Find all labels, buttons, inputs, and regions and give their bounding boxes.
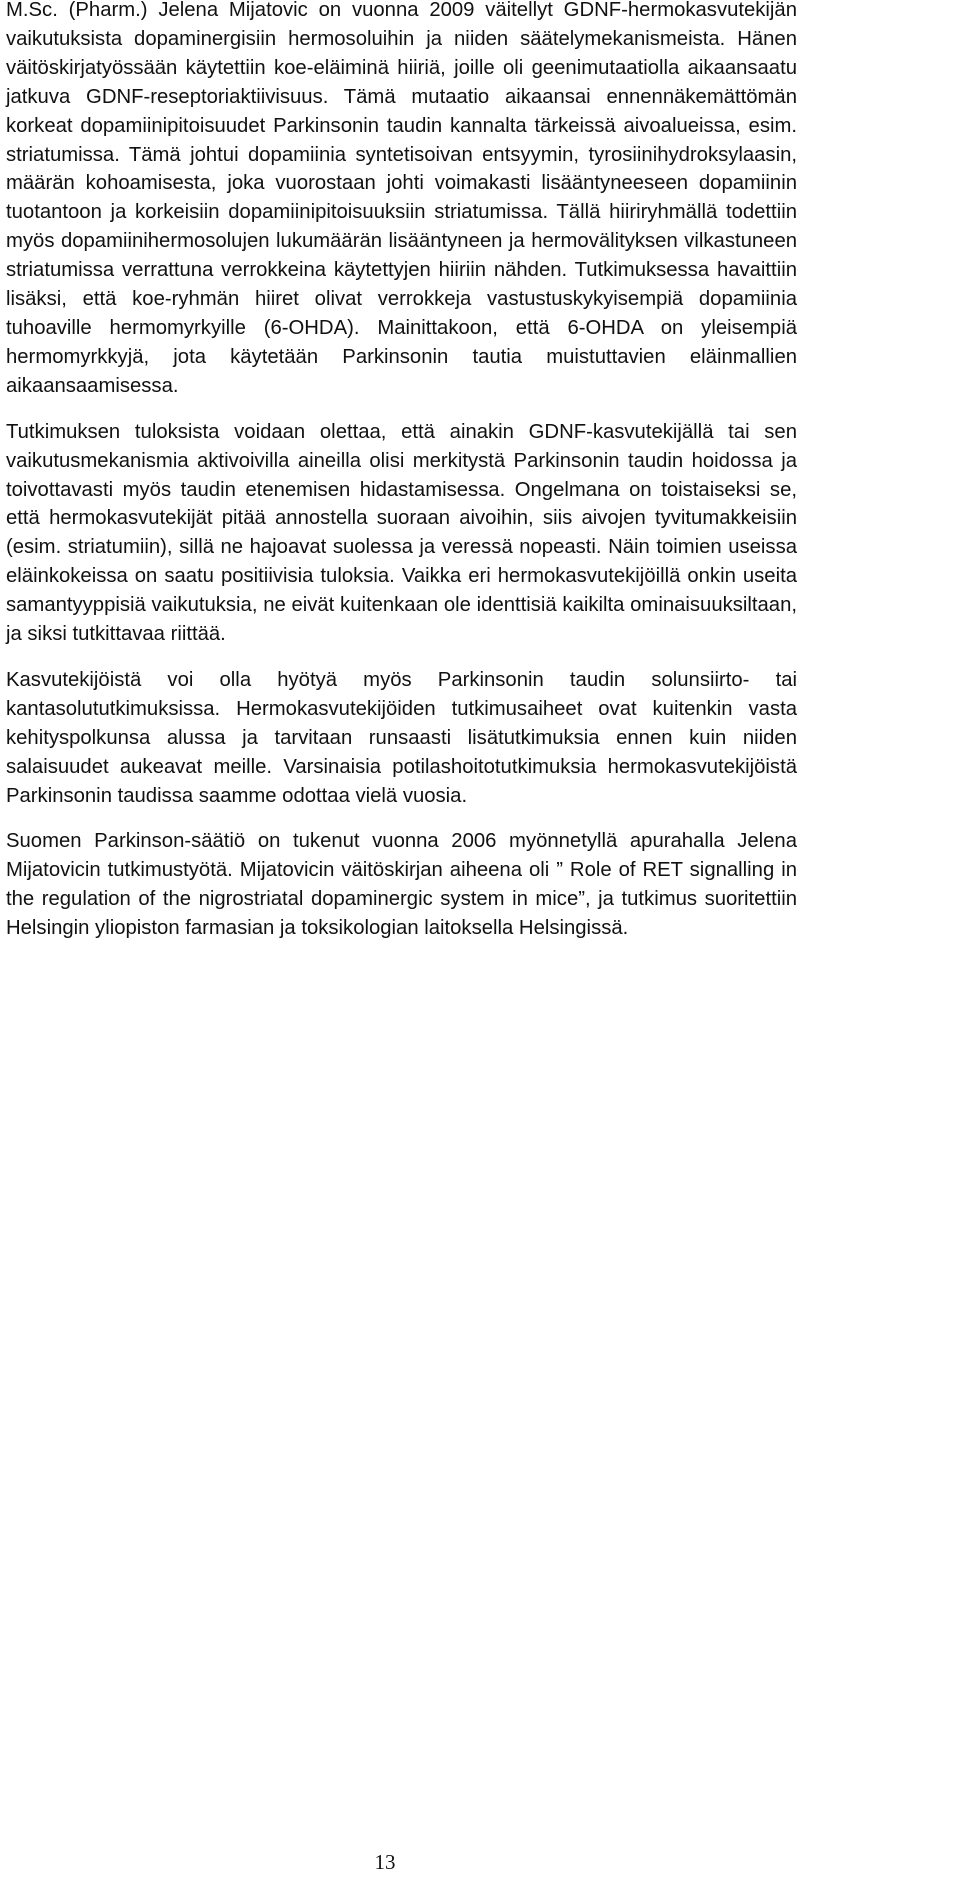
paragraph-research-implications: Tutkimuksen tuloksista voidaan olettaa, että ainakin GDNF-kasvutekijällä tai sen vaikutusmekanismia aktivoivilla aineilla olisi merkitystä Parkinsonin taudin hoidossa ja toivottavasti myös taudin etenemisen hidastamisessa. Ongelmana on toistaiseksi se, että hermokasvutekijät pitää annostella suoraan aivoihin, siis aivojen tyvitumakkeisiin (esim. striatumiin), sillä ne hajoavat suolessa ja veressä nopeasti. Näin toimien useissa eläinkokeissa on saatu positiivisia tuloksia. Vaikka eri hermokasvutekijöillä onkin useita samantyyppisiä vaikutuksia, ne eivät kuitenkaan ole identtisiä kaikilta ominaisuuksiltaan, ja siksi tutkittavaa riittää. [6, 420, 797, 646]
paragraph-growth-factor-outlook: Kasvutekijöistä voi olla hyötyä myös Parkinsonin taudin solunsiirto- tai kantasolututkimuksissa. Hermokasvutekijöiden tutkimusaiheet ovat kuitenkin vasta kehityspolkunsa alussa ja tarvitaan runsaasti lisätutkimuksia ennen kuin niiden salaisuudet aukeavat meille. Varsinaisia potilashoitotutkimuksia hermokasvutekijöistä Parkinsonin taudissa saamme odottaa vielä vuosia. [6, 668, 797, 807]
page-number: 13 [374, 1850, 396, 1874]
paragraph-funding-note: Suomen Parkinson-säätiö on tukenut vuonna 2006 myönnetyllä apurahalla Jelena Mijatovicin tutkimustyötä. Mijatovicin väitöskirjan aiheena oli ” Role of RET signalling in the regulation of the nigrostriatal dopaminergic system in mice”, ja tutkimus suoritettiin Helsingin yliopiston farmasian ja toksikologian laitoksella Helsingissä. [6, 830, 797, 940]
paragraph-dissertation-summary: M.Sc. (Pharm.) Jelena Mijatovic on vuonna 2009 väitellyt GDNF-hermokasvutekijän vaikutuksista dopaminergisiin hermosoluihin ja niiden säätelymekanismeista. Hänen väitöskirjatyössään käytettiin koe-eläiminä hiiriä, joille oli geenimutaatiolla aikaansaatu jatkuva GDNF-reseptoriaktiivisuus. Tämä mutaatio aikaansai ennennäkemättömän korkeat dopamiinipitoisuudet Parkinsonin taudin kannalta tärkeissä aivoalueissa, esim. striatumissa. Tämä johtui dopamiinia syntetisoivan entsyymin, tyrosiinihydroksylaasin, määrän kohoamisesta, joka vuorostaan johti voimakasti lisääntyneeseen dopamiinin tuotantoon ja korkeisiin dopamiinipitoisuuksiin striatumissa. Tällä hiiriryhmällä todettiin myös dopamiinihermosolujen lukumäärän lisääntyneen ja hermovälityksen vilkastuneen striatumissa verrattuna verrokkeina käytettyjen hiiriin nähden. Tutkimuksessa havaittiin lisäksi, että koe-ryhmän hiiret olivat verrokkeja vastustuskykyisempiä dopamiinia tuhoaville hermomyrkyille (6-OHDA). Mainittakoon, että 6-OHDA on yleisempiä hermomyrkkyjä, jota käytetään Parkinsonin tautia muistuttavien eläinmallien aikaansaamisessa. [6, 0, 797, 397]
body-text [6, 0, 797, 960]
